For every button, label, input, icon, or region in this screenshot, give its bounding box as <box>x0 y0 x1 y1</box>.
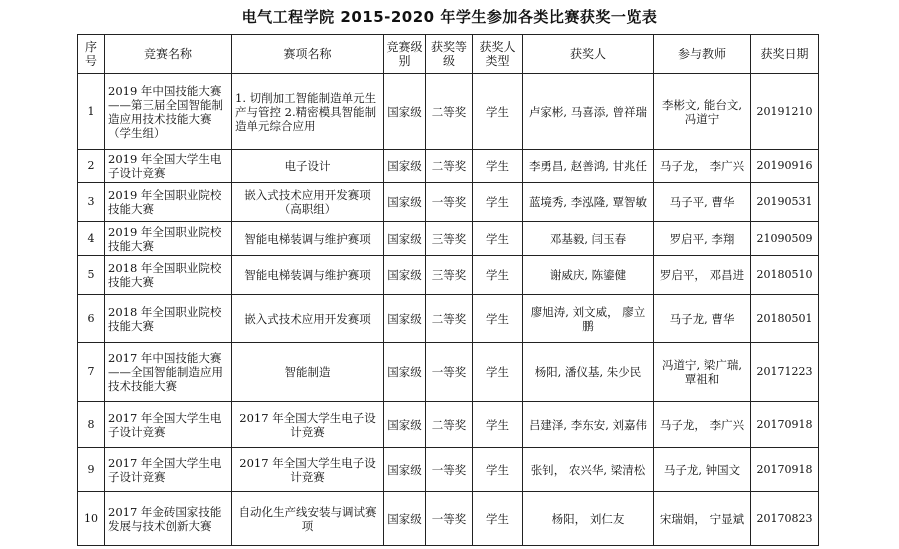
competition-name: 2017 年全国大学生电子设计竞赛 <box>105 448 232 492</box>
teachers: 罗启平， 邓昌进 <box>654 256 751 295</box>
winners: 杨阳, 潘仪基, 朱少民 <box>523 343 654 402</box>
winners: 李勇昌, 赵善鸿, 甘兆任 <box>523 150 654 183</box>
award-grade: 三等奖 <box>426 222 473 256</box>
header-cell: 获奖等级 <box>426 35 473 74</box>
award-grade: 一等奖 <box>426 448 473 492</box>
award-grade: 二等奖 <box>426 150 473 183</box>
competition-level: 国家级 <box>384 492 426 546</box>
competition-name: 2019 年全国大学生电子设计竞赛 <box>105 150 232 183</box>
competition-name: 2019 年中国技能大赛——第三届全国智能制造应用技术技能大赛（学生组） <box>105 74 232 150</box>
teachers: 马子龙, 曹华 <box>654 295 751 343</box>
table-row <box>78 183 819 222</box>
page-title: 电气工程学院 2015-2020 年学生参加各类比赛获奖一览表 <box>241 8 658 26</box>
award-date: 20180501 <box>751 295 819 343</box>
winner-type: 学生 <box>473 256 523 295</box>
table-row <box>78 295 819 343</box>
competition-name: 2017 年全国大学生电子设计竞赛 <box>105 402 232 448</box>
header-cell: 获奖日期 <box>751 35 819 74</box>
table-row <box>78 74 819 150</box>
competition-level: 国家级 <box>384 256 426 295</box>
competition-level: 国家级 <box>384 183 426 222</box>
competition-name: 2018 年全国职业院校技能大赛 <box>105 295 232 343</box>
event-name: 2017 年全国大学生电子设计竞赛 <box>232 402 384 448</box>
teachers: 罗启平, 李翔 <box>654 222 751 256</box>
row-number: 10 <box>78 492 105 546</box>
header-cell: 竞赛级别 <box>384 35 426 74</box>
header-cell: 获奖人类型 <box>473 35 523 74</box>
table-row <box>78 402 819 448</box>
winners: 吕建泽, 李东安, 刘嘉伟 <box>523 402 654 448</box>
award-date: 20170823 <box>751 492 819 546</box>
teachers: 宋瑞娟， 宁显斌 <box>654 492 751 546</box>
row-number: 1 <box>78 74 105 150</box>
teachers: 马子龙， 李广兴 <box>654 150 751 183</box>
award-date: 20191210 <box>751 74 819 150</box>
header-row <box>78 35 819 74</box>
competition-name: 2018 年全国职业院校技能大赛 <box>105 256 232 295</box>
competition-level: 国家级 <box>384 150 426 183</box>
event-name: 嵌入式技术应用开发赛项 <box>232 295 384 343</box>
award-grade: 二等奖 <box>426 295 473 343</box>
competition-level: 国家级 <box>384 222 426 256</box>
event-name: 电子设计 <box>232 150 384 183</box>
winner-type: 学生 <box>473 448 523 492</box>
event-name: 1. 切削加工智能制造单元生产与管控 2.精密模具智能制造单元综合应用 <box>232 74 384 150</box>
teachers: 马子平, 曹华 <box>654 183 751 222</box>
table-row <box>78 150 819 183</box>
competition-level: 国家级 <box>384 295 426 343</box>
competition-level: 国家级 <box>384 74 426 150</box>
table-row <box>78 343 819 402</box>
award-date: 20170918 <box>751 448 819 492</box>
header-cell: 序号 <box>78 35 105 74</box>
header-cell: 参与教师 <box>654 35 751 74</box>
row-number: 2 <box>78 150 105 183</box>
header-cell: 获奖人 <box>523 35 654 74</box>
competition-level: 国家级 <box>384 402 426 448</box>
award-date: 21090509 <box>751 222 819 256</box>
competition-level: 国家级 <box>384 448 426 492</box>
event-name: 智能电梯装调与维护赛项 <box>232 256 384 295</box>
table-row <box>78 256 819 295</box>
winners: 谢威庆, 陈鎏健 <box>523 256 654 295</box>
competition-name: 2017 年金砖国家技能发展与技术创新大赛 <box>105 492 232 546</box>
teachers: 马子龙, 钟国文 <box>654 448 751 492</box>
winner-type: 学生 <box>473 402 523 448</box>
table-row <box>78 448 819 492</box>
winner-type: 学生 <box>473 74 523 150</box>
award-grade: 二等奖 <box>426 402 473 448</box>
winners: 邓基毅, 闫玉春 <box>523 222 654 256</box>
winners: 卢家彬, 马喜添, 曾祥瑞 <box>523 74 654 150</box>
award-date: 20180510 <box>751 256 819 295</box>
row-number: 6 <box>78 295 105 343</box>
award-grade: 一等奖 <box>426 343 473 402</box>
award-date: 20171223 <box>751 343 819 402</box>
row-number: 3 <box>78 183 105 222</box>
event-name: 智能电梯装调与维护赛项 <box>232 222 384 256</box>
competition-name: 2019 年全国职业院校技能大赛 <box>105 222 232 256</box>
competition-name: 2019 年全国职业院校技能大赛 <box>105 183 232 222</box>
teachers: 马子龙， 李广兴 <box>654 402 751 448</box>
award-date: 20170918 <box>751 402 819 448</box>
competition-level: 国家级 <box>384 343 426 402</box>
award-grade: 一等奖 <box>426 492 473 546</box>
award-grade: 一等奖 <box>426 183 473 222</box>
row-number: 9 <box>78 448 105 492</box>
teachers: 李彬文, 能台文, 冯道宁 <box>654 74 751 150</box>
winner-type: 学生 <box>473 150 523 183</box>
winners: 廖旭涛, 刘文威， 廖立鹏 <box>523 295 654 343</box>
winner-type: 学生 <box>473 183 523 222</box>
teachers: 冯道宁, 梁广瑞, 覃祖和 <box>654 343 751 402</box>
row-number: 7 <box>78 343 105 402</box>
award-date: 20190916 <box>751 150 819 183</box>
row-number: 5 <box>78 256 105 295</box>
winner-type: 学生 <box>473 343 523 402</box>
winners: 蓝境秀, 李泓隆, 覃智敏 <box>523 183 654 222</box>
row-number: 4 <box>78 222 105 256</box>
row-number: 8 <box>78 402 105 448</box>
competition-name: 2017 年中国技能大赛——全国智能制造应用技术技能大赛 <box>105 343 232 402</box>
winners: 杨阳， 刘仁友 <box>523 492 654 546</box>
winners: 张钊， 农兴华, 梁清松 <box>523 448 654 492</box>
event-name: 嵌入式技术应用开发赛项（高职组） <box>232 183 384 222</box>
award-grade: 二等奖 <box>426 74 473 150</box>
table-row <box>78 222 819 256</box>
winner-type: 学生 <box>473 295 523 343</box>
header-cell: 赛项名称 <box>232 35 384 74</box>
awards-table <box>77 34 819 546</box>
header-cell: 竞赛名称 <box>105 35 232 74</box>
event-name: 2017 年全国大学生电子设计竞赛 <box>232 448 384 492</box>
award-date: 20190531 <box>751 183 819 222</box>
event-name: 智能制造 <box>232 343 384 402</box>
table-row <box>78 492 819 546</box>
winner-type: 学生 <box>473 222 523 256</box>
event-name: 自动化生产线安装与调试赛项 <box>232 492 384 546</box>
winner-type: 学生 <box>473 492 523 546</box>
award-grade: 三等奖 <box>426 256 473 295</box>
